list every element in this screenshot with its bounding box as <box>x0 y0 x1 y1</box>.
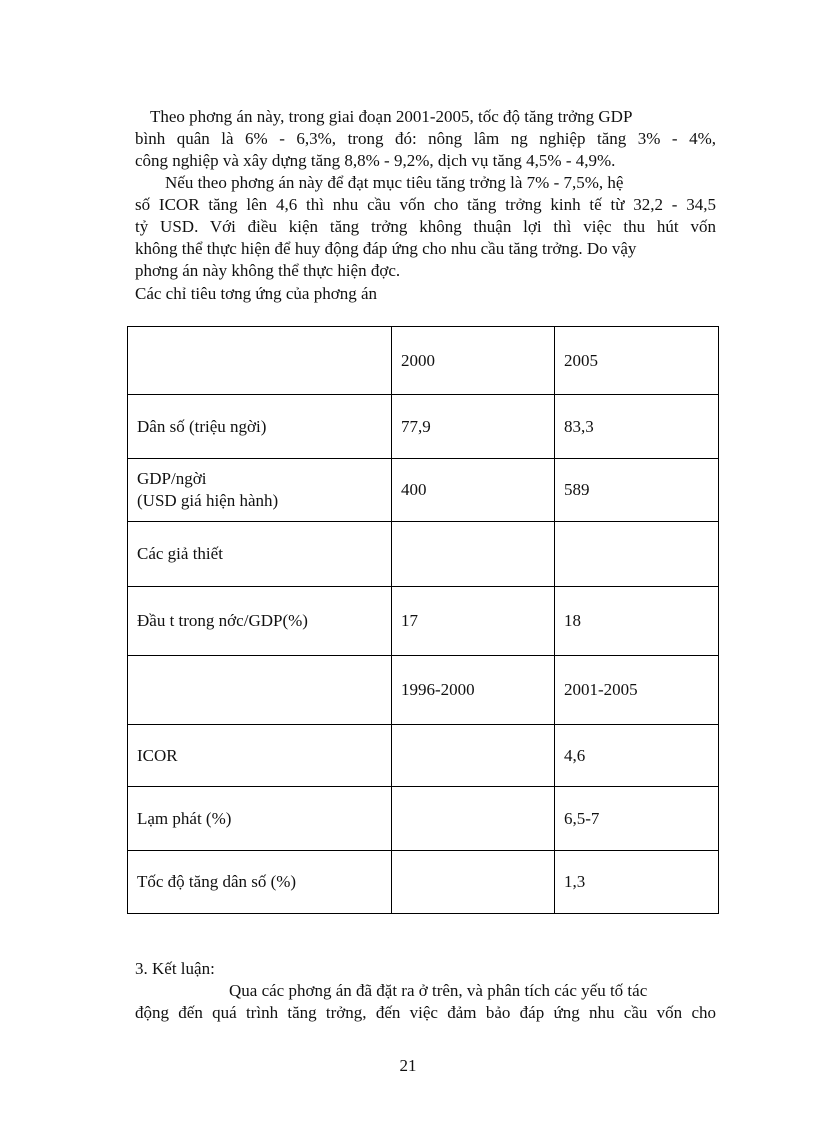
table-cell-2005: 4,6 <box>555 725 719 787</box>
table-cell-2000 <box>392 851 555 914</box>
table-row <box>128 459 719 522</box>
table-cell-label: Lạm phát (%) <box>128 787 392 851</box>
table-cell-period-1: 1996-2000 <box>392 656 555 725</box>
table-cell-2005 <box>555 522 719 587</box>
indicators-table <box>127 326 719 914</box>
paragraph-2-line-4: không thể thực hiện để huy động đáp ứng cho nhu cầu tăng trởng. Do vậy <box>135 239 637 258</box>
table-cell-2005: 18 <box>555 587 719 656</box>
table-cell-label: Tốc độ tăng dân số (%) <box>128 851 392 914</box>
table-row <box>128 851 719 914</box>
table-cell-2000: 77,9 <box>392 395 555 459</box>
table-cell-label-line-1: GDP/ngời <box>137 469 207 488</box>
conclusion-line-1: Qua các phơng án đã đặt ra ở trên, và phân tích các yếu tố tác <box>229 981 648 1000</box>
table-row <box>128 395 719 459</box>
table-row <box>128 327 719 395</box>
table-cell-label: Các giả thiết <box>128 522 392 587</box>
table-cell-period-2: 2001-2005 <box>555 656 719 725</box>
table-cell-2000: 17 <box>392 587 555 656</box>
table-cell-2005: 6,5-7 <box>555 787 719 851</box>
paragraph-1-line-3: công nghiệp và xây dựng tăng 8,8% - 9,2%, dịch vụ tăng 4,5% - 4,9%. <box>135 151 616 170</box>
page-number: 21 <box>399 1056 417 1075</box>
table-row <box>128 787 719 851</box>
table-cell-2000: 400 <box>392 459 555 522</box>
table-cell-label-line-2: (USD giá hiện hành) <box>137 491 279 510</box>
table-cell-label: ICOR <box>128 725 392 787</box>
paragraph-2-line-1: Nếu theo phơng án này để đạt mục tiêu tăng trởng là 7% - 7,5%, hệ <box>165 173 624 192</box>
table-cell-label <box>128 459 392 522</box>
paragraph-1-line-2: bình quân là 6% - 6,3%, trong đó: nông lâm ng nghiệp tăng 3% - 4%, <box>135 129 716 148</box>
table-cell-2000: 2000 <box>392 327 555 395</box>
table-cell-2005: 589 <box>555 459 719 522</box>
table-row <box>128 725 719 787</box>
conclusion-line-2: động đến quá trình tăng trởng, đến việc đảm bảo đáp ứng nhu cầu vốn cho <box>135 1003 716 1022</box>
paragraph-1-line-1: Theo phơng án này, trong giai đoạn 2001-2005, tốc độ tăng trởng GDP <box>150 107 633 126</box>
table-cell-label: Đầu t trong nớc/GDP(%) <box>128 587 392 656</box>
table-row <box>128 656 719 725</box>
paragraph-2-line-2: số ICOR tăng lên 4,6 thì nhu cầu vốn cho tăng trởng kinh tế từ 32,2 - 34,5 <box>135 195 716 214</box>
table-cell-label: Dân số (triệu ngời) <box>128 395 392 459</box>
table-row <box>128 522 719 587</box>
table-cell-label <box>128 656 392 725</box>
table-caption: Các chỉ tiêu tơng ứng của phơng án <box>135 284 377 303</box>
table-cell-2005: 83,3 <box>555 395 719 459</box>
table-row <box>128 587 719 656</box>
paragraph-2-line-5: phơng án này không thể thực hiện đợc. <box>135 261 401 280</box>
paragraph-2-line-3: tỷ USD. Với điều kiện tăng trởng không thuận lợi thì việc thu hút vốn <box>135 217 716 236</box>
table-cell-2005: 1,3 <box>555 851 719 914</box>
table-cell-2000 <box>392 725 555 787</box>
section-heading: 3. Kết luận: <box>135 959 215 978</box>
table-cell-2000 <box>392 522 555 587</box>
table-cell-2005: 2005 <box>555 327 719 395</box>
table-cell-label <box>128 327 392 395</box>
table-cell-2000 <box>392 787 555 851</box>
